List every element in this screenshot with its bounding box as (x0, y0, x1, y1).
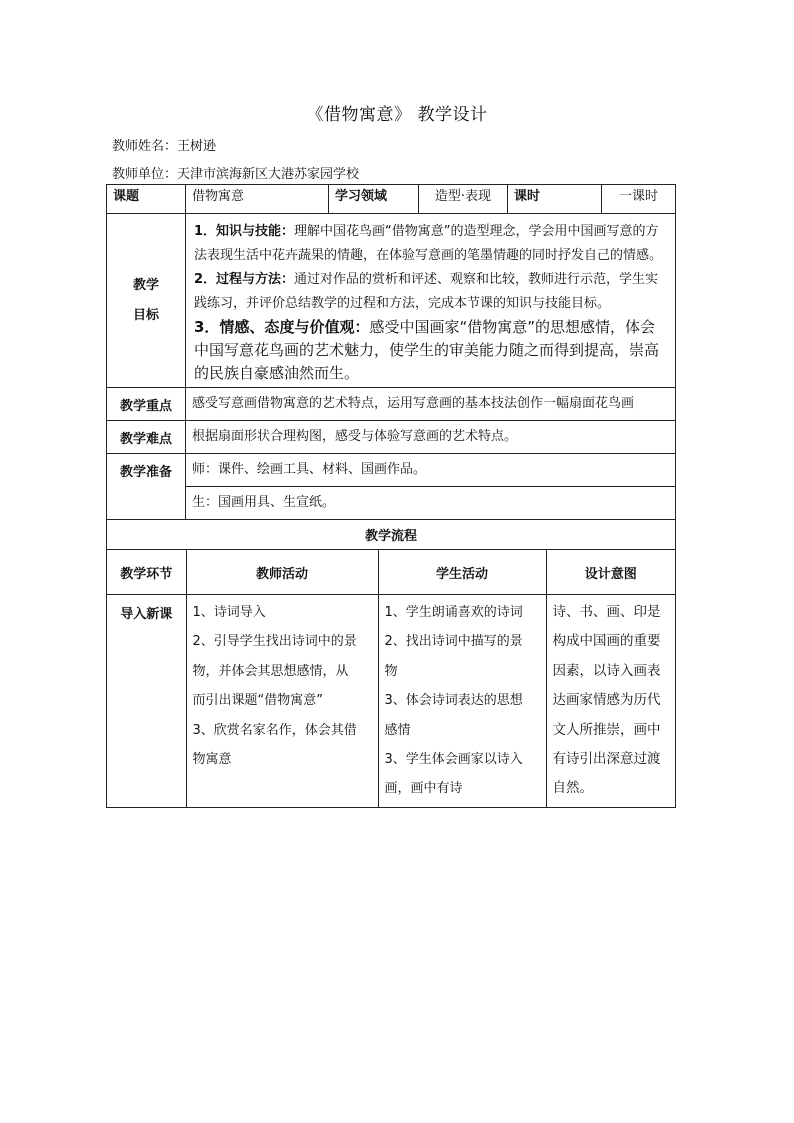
goals-label-line1: 教学 (132, 277, 159, 293)
intent-line: 因素，以诗入画表 (552, 662, 661, 679)
lesson-plan-table (106, 184, 676, 808)
field-label: 学习领域 (329, 185, 419, 214)
flow-header-intent: 设计意图 (546, 550, 675, 595)
flow-section-cell (107, 550, 676, 808)
key-point-text: 感受写意画借物寓意的艺术特点，运用写意画的基本技法创作一幅扇面花鸟画 (186, 388, 676, 421)
student-line: 1、学生朗诵喜欢的诗词 (384, 605, 523, 620)
goal-attitude-text: 感受中国画家“借物寓意”的思想感情，体会中国写意花鸟画的艺术魅力，使学生的审美能力随之而得到提高，崇高的民族自豪感油然而生。 (194, 318, 660, 382)
student-line: 3、学生体会画家以诗入 (384, 752, 523, 768)
teacher-activity (186, 595, 378, 807)
difficulty-label: 教学难点 (107, 421, 186, 454)
preparation-teacher: 师：课件、绘画工具、材料、国画作品。 (186, 454, 676, 487)
flow-row-intro (107, 595, 675, 807)
goals-label-line2: 目标 (132, 307, 159, 323)
goal-attitude-title: 3．情感、态度与价值观： (194, 318, 370, 336)
flow-header-student: 学生活动 (378, 550, 546, 595)
preparation-student: 生：国画用具、生宣纸。 (186, 487, 676, 520)
student-line: 感情 (384, 722, 411, 738)
goals-label (107, 214, 186, 388)
goals-content (186, 214, 676, 388)
design-intent (546, 595, 675, 807)
preparation-row (107, 454, 676, 487)
goal-process-text: 通过对作品的赏析和评述、观察和比较，教师进行示范，学生实践练习，并评价总结教学的过程和方法，完成本节课的知识与技能目标。 (194, 272, 659, 311)
goal-knowledge-title: 1．知识与技能： (194, 224, 295, 239)
flow-header-row (107, 550, 675, 595)
flow-title-row (107, 520, 676, 550)
teacher-line: 1、诗词导入 (192, 605, 266, 620)
flow-title: 教学流程 (107, 520, 676, 550)
preparation-label: 教学准备 (107, 454, 186, 520)
key-point-label: 教学重点 (107, 388, 186, 421)
intent-line: 诗、书、画、印是 (552, 604, 661, 620)
teacher-line: 物寓意 (192, 752, 232, 768)
teacher-line: 2、引导学生找出诗词中的景 (192, 634, 357, 650)
teacher-unit: 教师单位：天津市滨海新区大港苏家园学校 (112, 167, 360, 182)
teacher-line: 而引出课题“借物寓意” (192, 693, 323, 709)
student-line: 2、找出诗词中描写的景 (384, 634, 523, 650)
intent-line: 达画家情感为历代 (552, 692, 661, 709)
preparation-row-student (107, 487, 676, 520)
student-line: 物 (384, 663, 398, 679)
key-point-row (107, 388, 676, 421)
teacher-line: 3、欣赏名家名作，体会其借 (192, 722, 357, 738)
student-line: 3、体会诗词表达的思想 (384, 693, 523, 709)
teacher-name: 教师姓名：王树逊 (112, 139, 217, 154)
intent-line: 构成中国画的重要 (552, 633, 661, 650)
field-value: 造型·表现 (419, 185, 508, 214)
goal-process-title: 2．过程与方法： (194, 272, 295, 287)
flow-stage: 导入新课 (120, 607, 173, 622)
intent-line: 有诗引出深意过渡 (552, 751, 661, 768)
teacher-line: 物，并体会其思想感情，从 (192, 663, 349, 679)
info-row (107, 185, 676, 214)
flow-section (107, 550, 676, 808)
goal-knowledge (194, 220, 669, 268)
course-label: 课题 (107, 185, 186, 214)
difficulty-row (107, 421, 676, 454)
goal-attitude (194, 316, 669, 385)
course-value: 借物寓意 (186, 185, 329, 214)
intent-line: 文人所推崇，画中 (552, 721, 661, 738)
difficulty-text: 根据扇面形状合理构图，感受与体验写意画的艺术特点。 (186, 421, 676, 454)
flow-table (107, 550, 675, 807)
student-activity (378, 595, 546, 807)
intent-line: 自然。 (552, 780, 593, 797)
flow-header-stage: 教学环节 (107, 550, 186, 595)
hours-value: 一课时 (602, 185, 676, 214)
student-line: 画，画中有诗 (384, 781, 463, 797)
document-title: 《借物寓意》 教学设计 (306, 105, 488, 125)
hours-label: 课时 (508, 185, 602, 214)
goal-knowledge-text: 理解中国花鸟画“借物寓意”的造型理念，学会用中国画写意的方法表现生活中花卉蔬果的情趣，在体验写意画的笔墨情趣的同时抒发自己的情感。 (194, 224, 663, 263)
flow-header-teacher: 教师活动 (186, 550, 378, 595)
goal-process (194, 268, 669, 316)
goals-row (107, 214, 676, 388)
